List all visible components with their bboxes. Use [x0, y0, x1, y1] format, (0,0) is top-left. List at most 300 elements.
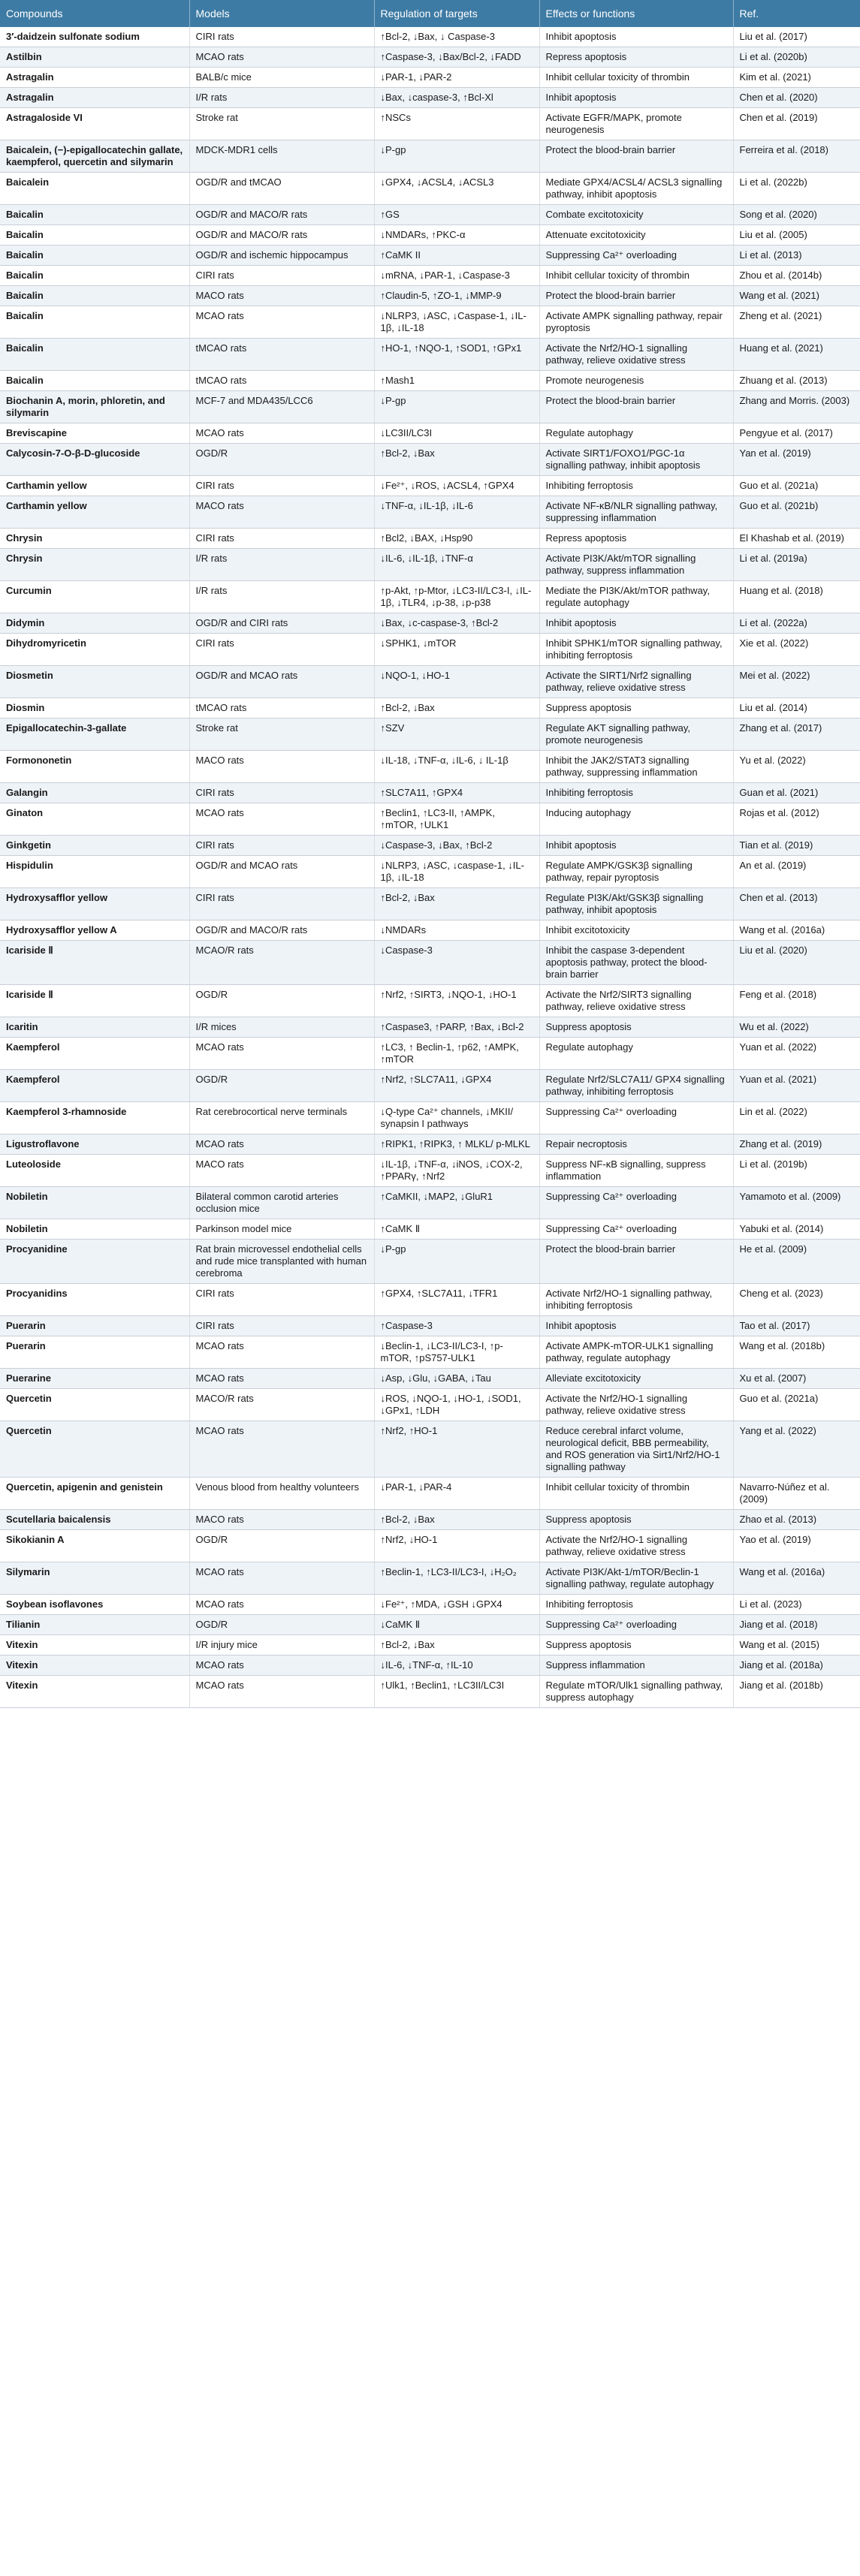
cell-effect: Inhibit SPHK1/mTOR signalling pathway, inhibiting ferroptosis [539, 634, 733, 666]
cell-ref: Song et al. (2020) [733, 205, 860, 225]
cell-compound: Ligustroflavone [0, 1134, 189, 1155]
cell-effect: Inhibit apoptosis [539, 836, 733, 856]
cell-effect: Inhibit apoptosis [539, 88, 733, 108]
table-row [0, 286, 860, 306]
cell-compound: Tilianin [0, 1615, 189, 1635]
table-row [0, 391, 860, 423]
cell-targets: ↑Bcl-2, ↓Bax [374, 444, 539, 476]
cell-model: OGD/R and MACO/R rats [189, 920, 374, 941]
cell-ref: Chen et al. (2013) [733, 888, 860, 920]
cell-compound: Sikokianin A [0, 1530, 189, 1562]
cell-compound: Silymarin [0, 1562, 189, 1595]
table-row [0, 47, 860, 68]
cell-model: CIRI rats [189, 1316, 374, 1336]
cell-targets: ↓Q-type Ca²⁺ channels, ↓MKII/ synapsin I pathways [374, 1102, 539, 1134]
cell-model: Stroke rat [189, 108, 374, 140]
cell-model: tMCAO rats [189, 371, 374, 391]
table-row [0, 1635, 860, 1656]
cell-model: I/R mices [189, 1017, 374, 1038]
cell-ref: Tao et al. (2017) [733, 1316, 860, 1336]
cell-targets: ↓ROS, ↓NQO-1, ↓HO-1, ↓SOD1, ↓GPx1, ↑LDH [374, 1389, 539, 1421]
cell-compound: Vitexin [0, 1635, 189, 1656]
cell-model: CIRI rats [189, 888, 374, 920]
cell-effect: Protect the blood-brain barrier [539, 391, 733, 423]
cell-effect: Mediate the PI3K/Akt/mTOR pathway, regulate autophagy [539, 581, 733, 613]
table-row [0, 173, 860, 205]
cell-compound: Kaempferol [0, 1070, 189, 1102]
cell-ref: Kim et al. (2021) [733, 68, 860, 88]
cell-ref: Chen et al. (2019) [733, 108, 860, 140]
table-row [0, 613, 860, 634]
cell-model: MCAO rats [189, 1562, 374, 1595]
cell-ref: Navarro-Núñez et al. (2009) [733, 1478, 860, 1510]
cell-model: MCAO rats [189, 1656, 374, 1676]
cell-compound: Baicalein [0, 173, 189, 205]
cell-compound: Astragaloside VI [0, 108, 189, 140]
cell-ref: Yuan et al. (2021) [733, 1070, 860, 1102]
cell-model: MDCK-MDR1 cells [189, 140, 374, 173]
cell-effect: Activate SIRT1/FOXO1/PGC-1α signalling pathway, inhibit apoptosis [539, 444, 733, 476]
cell-effect: Activate the Nrf2/HO-1 signalling pathway, relieve oxidative stress [539, 1530, 733, 1562]
table-row [0, 856, 860, 888]
cell-ref: Jiang et al. (2018a) [733, 1656, 860, 1676]
cell-model: I/R rats [189, 581, 374, 613]
cell-ref: Li et al. (2019a) [733, 549, 860, 581]
cell-compound: Quercetin, apigenin and genistein [0, 1478, 189, 1510]
cell-targets: ↓Caspase-3 [374, 941, 539, 985]
table-row [0, 581, 860, 613]
cell-effect: Suppress apoptosis [539, 1017, 733, 1038]
cell-model: MCAO rats [189, 1038, 374, 1070]
cell-ref: Feng et al. (2018) [733, 985, 860, 1017]
cell-compound: Puerarin [0, 1316, 189, 1336]
cell-model: OGD/R and MACO/R rats [189, 225, 374, 246]
cell-effect: Regulate autophagy [539, 1038, 733, 1070]
cell-model: MCAO rats [189, 1676, 374, 1708]
cell-ref: Ferreira et al. (2018) [733, 140, 860, 173]
cell-compound: Hispidulin [0, 856, 189, 888]
cell-effect: Inhibit cellular toxicity of thrombin [539, 1478, 733, 1510]
cell-targets: ↑HO-1, ↑NQO-1, ↑SOD1, ↑GPx1 [374, 339, 539, 371]
cell-effect: Activate the Nrf2/SIRT3 signalling pathway, relieve oxidative stress [539, 985, 733, 1017]
cell-ref: Zhang and Morris. (2003) [733, 391, 860, 423]
cell-ref: Yabuki et al. (2014) [733, 1219, 860, 1240]
cell-ref: Mei et al. (2022) [733, 666, 860, 698]
cell-ref: Guo et al. (2021a) [733, 476, 860, 496]
cell-effect: Activate AMPK signalling pathway, repair pyroptosis [539, 306, 733, 339]
cell-targets: ↑Nrf2, ↑SIRT3, ↓NQO-1, ↓HO-1 [374, 985, 539, 1017]
cell-compound: Baicalein, (−)-epigallocatechin gallate, kaempferol, quercetin and silymarin [0, 140, 189, 173]
cell-model: CIRI rats [189, 783, 374, 803]
cell-targets: ↑GPX4, ↑SLC7A11, ↓TFR1 [374, 1284, 539, 1316]
table-row [0, 985, 860, 1017]
cell-effect: Combate excitotoxicity [539, 205, 733, 225]
cell-compound: Hydroxysafflor yellow [0, 888, 189, 920]
cell-model: BALB/c mice [189, 68, 374, 88]
cell-ref: Zhang et al. (2017) [733, 719, 860, 751]
table-row [0, 1530, 860, 1562]
cell-effect: Suppress apoptosis [539, 698, 733, 719]
table-row [0, 549, 860, 581]
table-row [0, 1134, 860, 1155]
cell-ref: He et al. (2009) [733, 1240, 860, 1284]
cell-effect: Protect the blood-brain barrier [539, 1240, 733, 1284]
cell-effect: Inhibit excitotoxicity [539, 920, 733, 941]
cell-effect: Suppress apoptosis [539, 1510, 733, 1530]
cell-model: MCAO/R rats [189, 941, 374, 985]
table-row [0, 1219, 860, 1240]
cell-ref: Li et al. (2023) [733, 1595, 860, 1615]
cell-compound: Curcumin [0, 581, 189, 613]
table-row [0, 666, 860, 698]
cell-compound: Diosmetin [0, 666, 189, 698]
cell-targets: ↑GS [374, 205, 539, 225]
cell-effect: Suppress NF-κB signalling, suppress inflammation [539, 1155, 733, 1187]
cell-compound: Baicalin [0, 306, 189, 339]
cell-compound: Puerarine [0, 1369, 189, 1389]
cell-effect: Suppress inflammation [539, 1656, 733, 1676]
cell-model: MCAO rats [189, 1421, 374, 1478]
cell-targets: ↓NQO-1, ↓HO-1 [374, 666, 539, 698]
cell-targets: ↓NMDARs, ↑PKC-α [374, 225, 539, 246]
cell-targets: ↑CaMK Ⅱ [374, 1219, 539, 1240]
cell-compound: Icariside Ⅱ [0, 985, 189, 1017]
cell-effect: Activate PI3K/Akt-1/mTOR/Beclin-1 signalling pathway, regulate autophagy [539, 1562, 733, 1595]
cell-ref: Li et al. (2022b) [733, 173, 860, 205]
cell-effect: Repress apoptosis [539, 529, 733, 549]
cell-targets: ↑CaMK II [374, 246, 539, 266]
cell-compound: Quercetin [0, 1389, 189, 1421]
cell-model: OGD/R and tMCAO [189, 173, 374, 205]
cell-compound: Luteoloside [0, 1155, 189, 1187]
cell-compound: Astragalin [0, 68, 189, 88]
cell-effect: Activate NF-κB/NLR signalling pathway, suppressing inflammation [539, 496, 733, 529]
cell-targets: ↓P-gp [374, 391, 539, 423]
cell-targets: ↑LC3, ↑ Beclin-1, ↑p62, ↑AMPK, ↑mTOR [374, 1038, 539, 1070]
cell-effect: Attenuate excitotoxicity [539, 225, 733, 246]
cell-model: MACO rats [189, 496, 374, 529]
cell-targets: ↓P-gp [374, 140, 539, 173]
cell-model: OGD/R [189, 1615, 374, 1635]
cell-compound: Diosmin [0, 698, 189, 719]
table-row [0, 719, 860, 751]
cell-compound: Epigallocatechin-3-gallate [0, 719, 189, 751]
cell-model: MCAO rats [189, 1369, 374, 1389]
cell-targets: ↑Bcl-2, ↓Bax [374, 1635, 539, 1656]
cell-compound: Baicalin [0, 246, 189, 266]
cell-model: Stroke rat [189, 719, 374, 751]
cell-targets: ↓SPHK1, ↓mTOR [374, 634, 539, 666]
table-row [0, 1369, 860, 1389]
cell-model: I/R injury mice [189, 1635, 374, 1656]
cell-targets: ↓PAR-1, ↓PAR-2 [374, 68, 539, 88]
cell-ref: Li et al. (2022a) [733, 613, 860, 634]
table-row [0, 306, 860, 339]
cell-effect: Inhibit apoptosis [539, 27, 733, 47]
cell-targets: ↑Beclin-1, ↑LC3-II/LC3-I, ↓H₂O₂ [374, 1562, 539, 1595]
table-row [0, 1038, 860, 1070]
cell-model: OGD/R and ischemic hippocampus [189, 246, 374, 266]
table-row [0, 920, 860, 941]
cell-ref: Zheng et al. (2021) [733, 306, 860, 339]
cell-targets: ↓TNF-α, ↓IL-1β, ↓IL-6 [374, 496, 539, 529]
cell-targets: ↑Bcl-2, ↓Bax [374, 1510, 539, 1530]
cell-model: CIRI rats [189, 266, 374, 286]
cell-effect: Inhibit cellular toxicity of thrombin [539, 266, 733, 286]
table-row [0, 1102, 860, 1134]
cell-model: MCF-7 and MDA435/LCC6 [189, 391, 374, 423]
cell-targets: ↓NLRP3, ↓ASC, ↓caspase-1, ↓IL-1β, ↓IL-18 [374, 856, 539, 888]
cell-ref: Zhang et al. (2019) [733, 1134, 860, 1155]
table-row [0, 205, 860, 225]
cell-compound: Icariside Ⅱ [0, 941, 189, 985]
cell-effect: Regulate mTOR/Ulk1 signalling pathway, suppress autophagy [539, 1676, 733, 1708]
cell-compound: 3′-daidzein sulfonate sodium [0, 27, 189, 47]
cell-ref: Xu et al. (2007) [733, 1369, 860, 1389]
cell-model: CIRI rats [189, 476, 374, 496]
cell-effect: Regulate autophagy [539, 423, 733, 444]
cell-compound: Kaempferol 3-rhamnoside [0, 1102, 189, 1134]
table-row [0, 371, 860, 391]
cell-ref: Guo et al. (2021a) [733, 1389, 860, 1421]
table-row [0, 803, 860, 836]
cell-effect: Inhibiting ferroptosis [539, 783, 733, 803]
cell-compound: Soybean isoflavones [0, 1595, 189, 1615]
cell-compound: Procyanidine [0, 1240, 189, 1284]
table-row [0, 1017, 860, 1038]
cell-compound: Carthamin yellow [0, 496, 189, 529]
table-row [0, 27, 860, 47]
cell-compound: Ginaton [0, 803, 189, 836]
cell-ref: Wang et al. (2016a) [733, 1562, 860, 1595]
cell-ref: Yuan et al. (2022) [733, 1038, 860, 1070]
cell-targets: ↓Fe²⁺, ↑MDA, ↓GSH ↓GPX4 [374, 1595, 539, 1615]
cell-compound: Galangin [0, 783, 189, 803]
cell-effect: Inhibiting ferroptosis [539, 476, 733, 496]
cell-ref: Li et al. (2019b) [733, 1155, 860, 1187]
table-row [0, 444, 860, 476]
cell-effect: Regulate AKT signalling pathway, promote neurogenesis [539, 719, 733, 751]
cell-ref: Guo et al. (2021b) [733, 496, 860, 529]
cell-effect: Activate the Nrf2/HO-1 signalling pathway, relieve oxidative stress [539, 1389, 733, 1421]
cell-ref: Lin et al. (2022) [733, 1102, 860, 1134]
cell-targets: ↑Mash1 [374, 371, 539, 391]
table-row [0, 1595, 860, 1615]
cell-compound: Calycosin-7-O-β-D-glucoside [0, 444, 189, 476]
cell-targets: ↑CaMKII, ↓MAP2, ↓GluR1 [374, 1187, 539, 1219]
cell-model: Parkinson model mice [189, 1219, 374, 1240]
cell-compound: Procyanidins [0, 1284, 189, 1316]
cell-effect: Repair necroptosis [539, 1134, 733, 1155]
cell-targets: ↓mRNA, ↓PAR-1, ↓Caspase-3 [374, 266, 539, 286]
cell-model: CIRI rats [189, 27, 374, 47]
cell-effect: Activate PI3K/Akt/mTOR signalling pathway, suppress inflammation [539, 549, 733, 581]
cell-targets: ↑SZV [374, 719, 539, 751]
cell-compound: Vitexin [0, 1676, 189, 1708]
header-effects: Effects or functions [539, 0, 733, 27]
table-row [0, 941, 860, 985]
cell-model: OGD/R [189, 1530, 374, 1562]
cell-model: CIRI rats [189, 1284, 374, 1316]
cell-targets: ↓NLRP3, ↓ASC, ↓Caspase-1, ↓IL-1β, ↓IL-18 [374, 306, 539, 339]
cell-compound: Carthamin yellow [0, 476, 189, 496]
cell-effect: Activate EGFR/MAPK, promote neurogenesis [539, 108, 733, 140]
cell-targets: ↓IL-18, ↓TNF-α, ↓IL-6, ↓ IL-1β [374, 751, 539, 783]
cell-effect: Repress apoptosis [539, 47, 733, 68]
cell-targets: ↑Beclin1, ↑LC3-II, ↑AMPK, ↑mTOR, ↑ULK1 [374, 803, 539, 836]
cell-model: OGD/R and MCAO rats [189, 666, 374, 698]
table-row [0, 1155, 860, 1187]
cell-targets: ↓Bax, ↓c-caspase-3, ↑Bcl-2 [374, 613, 539, 634]
cell-compound: Breviscapine [0, 423, 189, 444]
table-row [0, 225, 860, 246]
cell-effect: Inhibit apoptosis [539, 613, 733, 634]
cell-ref: Pengyue et al. (2017) [733, 423, 860, 444]
cell-effect: Inhibiting ferroptosis [539, 1595, 733, 1615]
header-compounds: Compounds [0, 0, 189, 27]
table-row [0, 1336, 860, 1369]
cell-compound: Baicalin [0, 266, 189, 286]
cell-targets: ↓Beclin-1, ↓LC3-II/LC3-I, ↑p-mTOR, ↑pS757-ULK1 [374, 1336, 539, 1369]
cell-targets: ↓IL-6, ↓IL-1β, ↓TNF-α [374, 549, 539, 581]
table-row [0, 1284, 860, 1316]
cell-effect: Activate Nrf2/HO-1 signalling pathway, inhibiting ferroptosis [539, 1284, 733, 1316]
cell-model: OGD/R [189, 985, 374, 1017]
cell-effect: Inducing autophagy [539, 803, 733, 836]
cell-ref: Yu et al. (2022) [733, 751, 860, 783]
cell-targets: ↑Bcl-2, ↓Bax, ↓ Caspase-3 [374, 27, 539, 47]
cell-model: MCAO rats [189, 306, 374, 339]
table-row [0, 783, 860, 803]
cell-compound: Puerarin [0, 1336, 189, 1369]
cell-targets: ↑Bcl-2, ↓Bax [374, 888, 539, 920]
cell-ref: Liu et al. (2005) [733, 225, 860, 246]
cell-effect: Activate the Nrf2/HO-1 signalling pathway, relieve oxidative stress [539, 339, 733, 371]
cell-model: Rat cerebrocortical nerve terminals [189, 1102, 374, 1134]
cell-ref: Yan et al. (2019) [733, 444, 860, 476]
cell-compound: Nobiletin [0, 1187, 189, 1219]
table-row [0, 698, 860, 719]
cell-effect: Protect the blood-brain barrier [539, 286, 733, 306]
cell-effect: Suppress apoptosis [539, 1635, 733, 1656]
cell-targets: ↑Claudin-5, ↑ZO-1, ↓MMP-9 [374, 286, 539, 306]
cell-compound: Quercetin [0, 1421, 189, 1478]
cell-effect: Inhibit apoptosis [539, 1316, 733, 1336]
cell-targets: ↓PAR-1, ↓PAR-4 [374, 1478, 539, 1510]
cell-compound: Baicalin [0, 371, 189, 391]
cell-effect: Suppressing Ca²⁺ overloading [539, 1615, 733, 1635]
cell-targets: ↓IL-1β, ↓TNF-α, ↓iNOS, ↓COX-2, ↑PPARγ, ↑Nrf2 [374, 1155, 539, 1187]
cell-model: OGD/R [189, 444, 374, 476]
cell-effect: Alleviate excitotoxicity [539, 1369, 733, 1389]
cell-model: MCAO rats [189, 1595, 374, 1615]
cell-model: tMCAO rats [189, 339, 374, 371]
table-row [0, 423, 860, 444]
cell-ref: Huang et al. (2018) [733, 581, 860, 613]
cell-ref: Li et al. (2020b) [733, 47, 860, 68]
cell-ref: Jiang et al. (2018b) [733, 1676, 860, 1708]
cell-model: OGD/R and CIRI rats [189, 613, 374, 634]
cell-effect: Activate the SIRT1/Nrf2 signalling pathway, relieve oxidative stress [539, 666, 733, 698]
cell-targets: ↓Asp, ↓Glu, ↓GABA, ↓Tau [374, 1369, 539, 1389]
table-row [0, 1562, 860, 1595]
table-row [0, 496, 860, 529]
cell-targets: ↑Nrf2, ↑HO-1 [374, 1421, 539, 1478]
cell-compound: Formononetin [0, 751, 189, 783]
cell-model: MCAO rats [189, 1336, 374, 1369]
cell-effect: Suppressing Ca²⁺ overloading [539, 246, 733, 266]
cell-targets: ↓Caspase-3, ↓Bax, ↑Bcl-2 [374, 836, 539, 856]
table-row [0, 1389, 860, 1421]
table-row [0, 1656, 860, 1676]
cell-model: Rat brain microvessel endothelial cells and rude mice transplanted with human cerebroma [189, 1240, 374, 1284]
cell-targets: ↓CaMK Ⅱ [374, 1615, 539, 1635]
cell-targets: ↑Nrf2, ↑SLC7A11, ↓GPX4 [374, 1070, 539, 1102]
cell-effect: Promote neurogenesis [539, 371, 733, 391]
cell-effect: Regulate Nrf2/SLC7A11/ GPX4 signalling pathway, inhibiting ferroptosis [539, 1070, 733, 1102]
table-row [0, 1070, 860, 1102]
cell-ref: Wang et al. (2021) [733, 286, 860, 306]
cell-model: MACO rats [189, 286, 374, 306]
cell-effect: Mediate GPX4/ACSL4/ ACSL3 signalling pathway, inhibit apoptosis [539, 173, 733, 205]
table-row [0, 68, 860, 88]
header-targets: Regulation of targets [374, 0, 539, 27]
table-row [0, 108, 860, 140]
cell-model: OGD/R [189, 1070, 374, 1102]
cell-ref: Zhou et al. (2014b) [733, 266, 860, 286]
cell-model: Bilateral common carotid arteries occlusion mice [189, 1187, 374, 1219]
cell-model: MCAO rats [189, 47, 374, 68]
cell-model: tMCAO rats [189, 698, 374, 719]
cell-effect: Regulate AMPK/GSK3β signalling pathway, repair pyroptosis [539, 856, 733, 888]
cell-effect: Regulate PI3K/Akt/GSK3β signalling pathway, inhibit apoptosis [539, 888, 733, 920]
table-row [0, 751, 860, 783]
cell-compound: Ginkgetin [0, 836, 189, 856]
cell-targets: ↑Bcl2, ↓BAX, ↓Hsp90 [374, 529, 539, 549]
cell-compound: Chrysin [0, 529, 189, 549]
table-body [0, 27, 860, 1708]
table-row [0, 1240, 860, 1284]
cell-targets: ↑Nrf2, ↓HO-1 [374, 1530, 539, 1562]
cell-ref: Xie et al. (2022) [733, 634, 860, 666]
cell-ref: Liu et al. (2020) [733, 941, 860, 985]
cell-targets: ↓NMDARs [374, 920, 539, 941]
cell-compound: Baicalin [0, 225, 189, 246]
cell-ref: Cheng et al. (2023) [733, 1284, 860, 1316]
cell-compound: Baicalin [0, 286, 189, 306]
cell-ref: Zhao et al. (2013) [733, 1510, 860, 1530]
table-row [0, 339, 860, 371]
cell-compound: Baicalin [0, 205, 189, 225]
header-models: Models [189, 0, 374, 27]
cell-model: MACO rats [189, 1155, 374, 1187]
cell-ref: Li et al. (2013) [733, 246, 860, 266]
table-row [0, 836, 860, 856]
cell-targets: ↑p-Akt, ↑p-Mtor, ↓LC3-II/LC3-I, ↓IL-1β, ↓TLR4, ↓p-38, ↓p-p38 [374, 581, 539, 613]
cell-model: CIRI rats [189, 634, 374, 666]
cell-model: MCAO rats [189, 423, 374, 444]
cell-targets: ↑Caspase3, ↑PARP, ↑Bax, ↓Bcl-2 [374, 1017, 539, 1038]
cell-ref: An et al. (2019) [733, 856, 860, 888]
cell-model: I/R rats [189, 549, 374, 581]
cell-targets: ↓IL-6, ↓TNF-α, ↑IL-10 [374, 1656, 539, 1676]
cell-effect: Protect the blood-brain barrier [539, 140, 733, 173]
cell-model: I/R rats [189, 88, 374, 108]
cell-targets: ↓Bax, ↓caspase-3, ↑Bcl-Xl [374, 88, 539, 108]
header-row [0, 0, 860, 27]
table-row [0, 140, 860, 173]
cell-model: CIRI rats [189, 836, 374, 856]
